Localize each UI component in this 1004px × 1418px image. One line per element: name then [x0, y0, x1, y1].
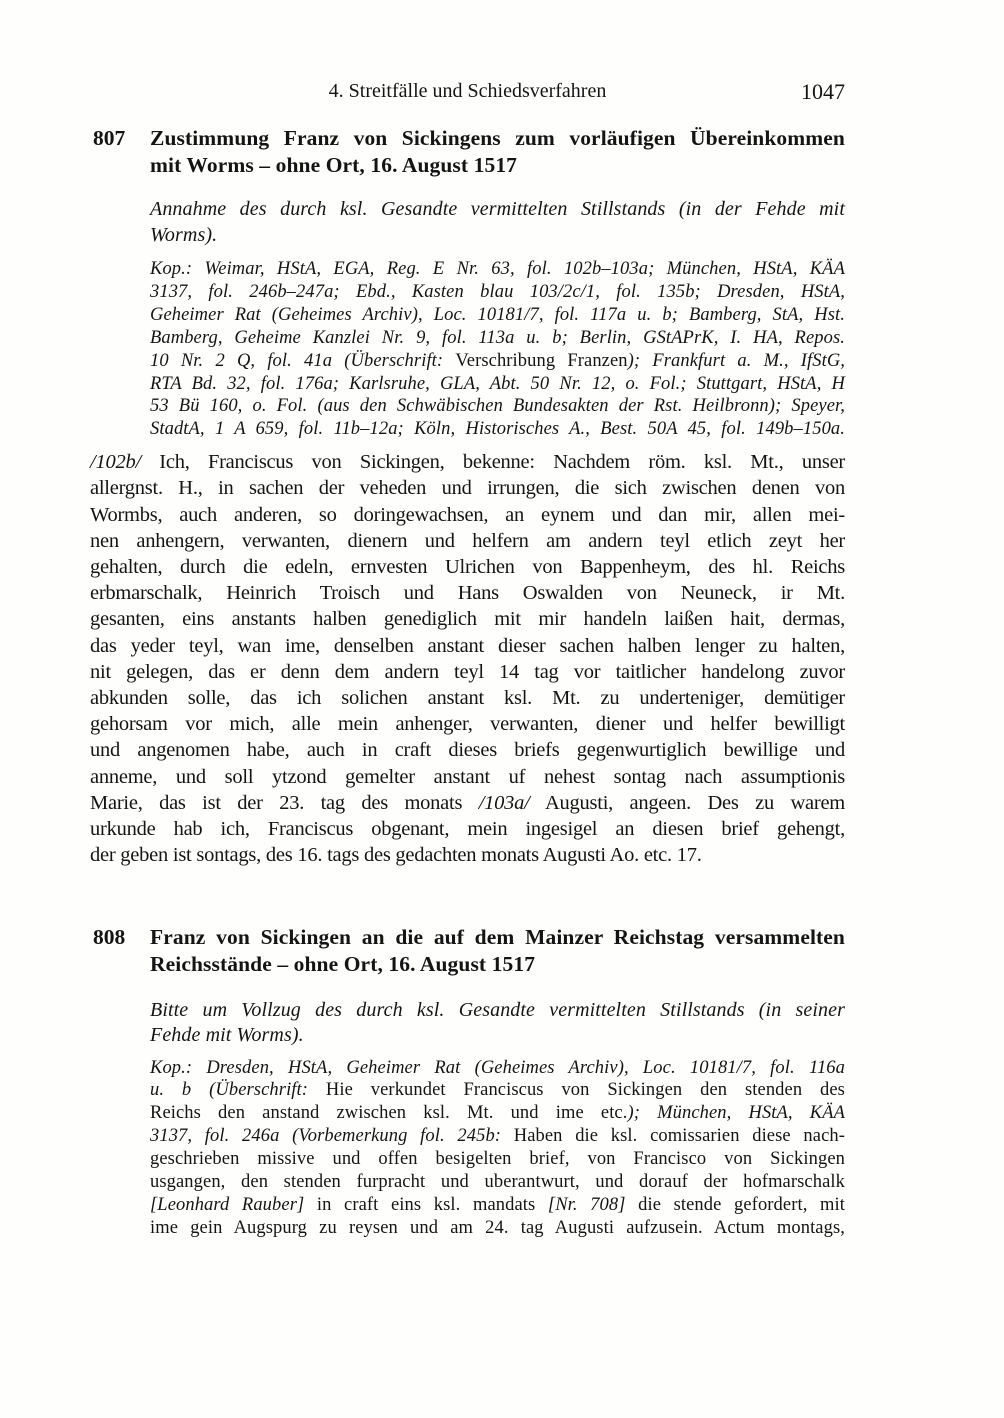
text-segment: und angenomen habe, auch in craft dieses briefs gegenwurtiglich bewillige und: [90, 739, 845, 762]
text-line: [90, 502, 845, 528]
text-segment: ime gein Augspurg zu reysen und am 24. tag Augusti aufzusein. Actum montags,: [150, 1217, 845, 1238]
entry-808-sources: [90, 1057, 845, 1240]
text-segment: das yeder teyl, wan ime, denselben anstant dieser sachen halben lenger zu halten,: [90, 634, 845, 657]
text-segment: Haben die ksl. comissarien diese nach-: [513, 1126, 845, 1147]
text-segment: Wormbs, auch anderen, so doringewachsen, an eynem und dan mir, allen mei-: [90, 503, 845, 526]
text-segment: in craft eins ksl. mandats: [304, 1194, 548, 1215]
text-line: [150, 197, 845, 223]
text-segment: Ich, Franciscus von Sickingen, bekenne: Nachdem röm. ksl. Mt., unser: [140, 451, 845, 474]
text-segment: nen anhengern, verwanten, dienern und helfern am andern teyl etlich zeyt her: [90, 529, 845, 552]
entry-number: 808: [93, 924, 126, 949]
text-line: [90, 475, 845, 501]
text-segment: Reichsstände – ohne Ort, 16. August 1517: [150, 951, 536, 976]
text-line: [90, 528, 845, 554]
italic-text-segment: [Nr. 708]: [547, 1194, 626, 1215]
text-line: [150, 998, 845, 1024]
text-line: [150, 395, 845, 418]
italic-text-segment: u. b (Überschrift:: [150, 1080, 326, 1101]
entry-808-summary: [90, 998, 845, 1049]
text-segment: Zustimmung Franz von Sickingens zum vorläufigen Übereinkommen: [150, 126, 845, 150]
entry-title: [150, 125, 845, 179]
italic-text-segment: 3137, fol. 246b–247a; Ebd., Kasten blau 103/2c/1, fol. 135b; Dresden, HStA,: [150, 281, 845, 302]
italic-text-segment: Geheimer Rat (Geheimes Archiv), Loc. 10181/7, fol. 117a u. b; Bamberg, StA, Hst.: [150, 304, 845, 325]
entry-title: [150, 924, 845, 978]
text-line: [90, 737, 845, 763]
page-number: 1047: [801, 79, 845, 104]
text-line: [150, 327, 845, 350]
text-segment: die stende gefordert, mit: [625, 1194, 845, 1215]
italic-text-segment: Bamberg, Geheime Kanzlei Nr. 9, fol. 113a u. b; Berlin, GStAPrK, I. HA, Repos.: [150, 327, 845, 348]
text-segment: Hie verkundet Franciscus von Sickingen den stenden des: [325, 1080, 845, 1101]
italic-text-segment: ); München, HStA, KÄA: [627, 1103, 846, 1124]
running-head: [90, 78, 845, 105]
text-line: [150, 951, 845, 978]
text-segment: urkunde hab ich, Franciscus obgenant, mein ingesigel an diesen brief gehengt,: [90, 818, 845, 841]
text-segment: Franz von Sickingen an die auf dem Mainzer Reichstag versammelten: [150, 924, 845, 949]
italic-text-segment: StadtA, 1 A 659, fol. 11b–12a; Köln, Historisches A., Best. 50A 45, fol. 149b–150a.: [150, 419, 845, 440]
text-line: [90, 580, 845, 606]
text-segment: Verschribung Franzen: [455, 350, 628, 371]
text-line: [150, 1125, 845, 1148]
entry-807-heading: [90, 125, 845, 179]
italic-text-segment: RTA Bd. 32, fol. 176a; Karlsruhe, GLA, Abt. 50 Nr. 12, o. Fol.; Stuttgart, HStA, H: [150, 373, 845, 394]
italic-text-segment: /103a/: [478, 791, 530, 814]
text-line: [150, 1217, 845, 1240]
text-line: [150, 1102, 845, 1125]
italic-text-segment: [Leonhard Rauber]: [150, 1194, 305, 1215]
italic-text-segment: ); Frankfurt a. M., IfStG,: [627, 350, 845, 371]
text-segment: Augusti, angeen. Des zu warem: [529, 791, 845, 814]
text-line: [150, 418, 845, 441]
text-line: [150, 1023, 845, 1049]
italic-text-segment: Fehde mit Worms).: [150, 1024, 304, 1046]
text-segment: gesanten, eins anstants halben genediglich mit mir handeln laißen hait, dermas,: [90, 608, 845, 631]
text-line: [90, 711, 845, 737]
italic-text-segment: 10 Nr. 2 Q, fol. 41a (Überschrift:: [150, 350, 456, 371]
text-line: [150, 304, 845, 327]
text-line: [90, 764, 845, 790]
text-segment: anneme, und soll ytzond gemelter anstant uf nehest sontag nach assumptionis: [90, 765, 845, 788]
entry-808-heading: [90, 924, 845, 978]
text-segment: gehalten, durch die edeln, ernvesten Ulrichen von Bappenheym, des hl. Reichs: [90, 556, 845, 579]
italic-text-segment: Bitte um Vollzug des durch ksl. Gesandte vermittelten Stillstands (in seiner: [150, 998, 845, 1021]
text-segment: gehorsam vor mich, alle mein anhenger, verwanten, diener und helfer bewilligt: [90, 713, 845, 736]
text-line: [90, 685, 845, 711]
text-line: [150, 350, 845, 373]
text-line: [150, 1194, 845, 1217]
text-line: [90, 606, 845, 632]
italic-text-segment: Kop.: Weimar, HStA, EGA, Reg. E Nr. 63, fol. 102b–103a; München, HStA, KÄA: [150, 259, 845, 279]
running-title: 4. Streitfälle und Schiedsverfahren: [328, 80, 607, 102]
italic-text-segment: /102b/: [90, 451, 141, 474]
italic-text-segment: Annahme des durch ksl. Gesandte vermittelten Stillstands (in der Fehde mit: [150, 198, 845, 220]
italic-text-segment: Kop.: Dresden, HStA, Geheimer Rat (Geheimes Archiv), Loc. 10181/7, fol. 116a: [150, 1057, 845, 1078]
text-segment: usgangen, den stenden furpracht und uberantwurt, und dorauf der hofmarschalk: [150, 1172, 845, 1193]
entry-number: 807: [93, 126, 126, 150]
text-line: [90, 816, 845, 842]
italic-text-segment: 53 Bü 160, o. Fol. (aus den Schwäbischen Bundesakten der Rst. Heilbronn); Speyer,: [150, 396, 845, 417]
text-line: [150, 281, 845, 304]
text-segment: erbmarschalk, Heinrich Troisch und Hans Oswalden von Neuneck, ir Mt.: [90, 582, 845, 605]
text-segment: abkunden solle, das ich solichen anstant ksl. Mt. zu underteniger, demütiger: [90, 687, 845, 710]
entry-807-sources: [90, 258, 845, 441]
text-line: [150, 1171, 845, 1194]
text-line: [150, 1057, 845, 1080]
text-segment: geschrieben missive und offen besigelten brief, von Francisco von Sickingen: [150, 1149, 845, 1170]
text-line: [150, 1148, 845, 1171]
text-line: [150, 223, 845, 249]
text-line: [90, 790, 845, 816]
text-segment: allergnst. H., in sachen der veheden und irrungen, die sich zwischen denen von: [90, 477, 845, 500]
text-line: [90, 633, 845, 659]
text-segment: Reichs den anstand zwischen ksl. Mt. und ime etc.: [150, 1103, 628, 1124]
text-segment: nit gelegen, das er denn dem andern teyl 14 tag vor taitlicher handelong zuvor: [90, 660, 845, 683]
text-line: [150, 152, 845, 179]
italic-text-segment: 3137, fol. 246a (Vorbemerkung fol. 245b:: [150, 1126, 514, 1147]
text-line: [150, 924, 845, 951]
text-line: [150, 373, 845, 396]
text-column: [90, 78, 845, 1240]
text-segment: der geben ist sontags, des 16. tags des gedachten monats Augusti Ao. etc. 17.: [90, 844, 702, 867]
text-line: [150, 125, 845, 152]
text-line: [90, 659, 845, 685]
text-line: [150, 1079, 845, 1102]
entry-807-summary: [90, 197, 845, 248]
text-line: [90, 449, 845, 475]
text-segment: Marie, das ist der 23. tag des monats: [90, 791, 479, 814]
text-line: [90, 554, 845, 580]
text-segment: mit Worms – ohne Ort, 16. August 1517: [150, 153, 518, 177]
text-line: [90, 842, 845, 868]
entry-807-body: [90, 449, 845, 868]
italic-text-segment: Worms).: [150, 223, 218, 246]
text-line: [150, 258, 845, 281]
